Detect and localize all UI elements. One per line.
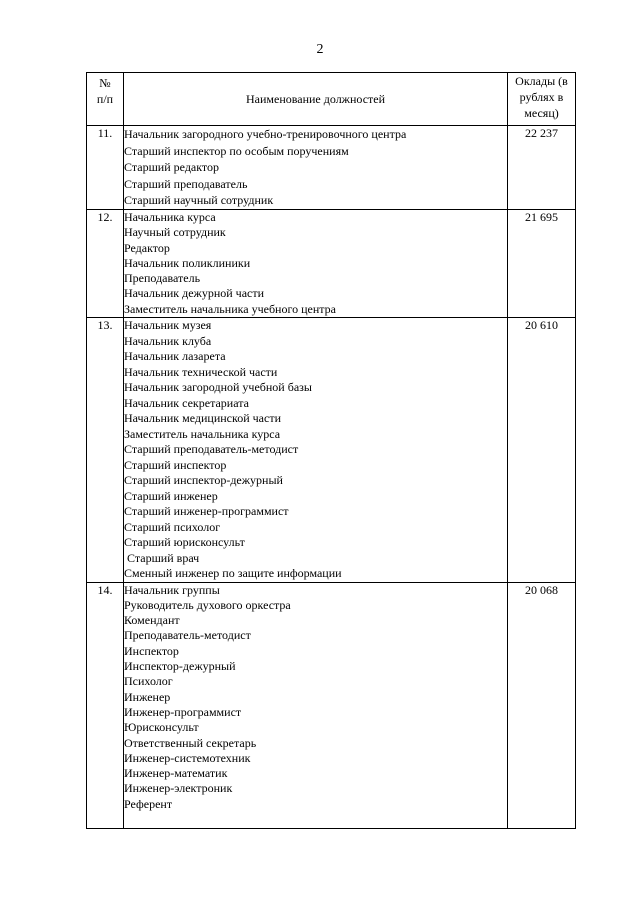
table-row	[87, 318, 576, 583]
header-row	[87, 73, 576, 126]
position-name: Старший юрисконсульт	[124, 535, 245, 550]
position-list	[124, 126, 508, 210]
position-list	[124, 318, 508, 583]
position-name: Инженер-математик	[124, 766, 228, 781]
position-name: Преподаватель-методист	[124, 628, 251, 643]
position-list	[124, 209, 508, 317]
row-number: 13.	[87, 318, 124, 583]
header-number: № п/п	[87, 73, 124, 126]
header-salary: Оклады (в рублях в месяц)	[508, 73, 576, 126]
position-name: Заместитель начальника учебного центра	[124, 301, 336, 316]
table-row	[87, 582, 576, 828]
position-name: Старший редактор	[124, 160, 220, 175]
position-name: Старший психолог	[124, 519, 221, 534]
position-name: Ответственный секретарь	[124, 735, 257, 750]
position-name: Старший инженер	[124, 488, 218, 503]
row-number: 12.	[87, 209, 124, 317]
position-name: Старший инспектор по особым поручениям	[124, 143, 349, 158]
position-name: Начальник лазарета	[124, 349, 226, 364]
position-name: Начальник загородной учебной базы	[124, 380, 312, 395]
position-name: Инспектор	[124, 643, 179, 658]
position-name: Старший преподаватель	[124, 176, 248, 191]
position-name: Преподаватель	[124, 271, 201, 286]
position-name: Начальник технической части	[124, 364, 278, 379]
position-name: Психолог	[124, 674, 173, 689]
position-name: Научный сотрудник	[124, 225, 226, 240]
header-position-name: Наименование должностей	[124, 73, 508, 126]
salary-value: 21 695	[508, 209, 576, 317]
position-name: Инженер	[124, 689, 171, 704]
position-name: Инженер-системотехник	[124, 750, 251, 765]
table-body	[87, 126, 576, 829]
position-name: Юрисконсульт	[124, 720, 199, 735]
position-name: Инженер-программист	[124, 704, 242, 719]
salary-value: 22 237	[508, 126, 576, 210]
position-name: Начальник группы	[124, 582, 220, 597]
salary-value: 20 068	[508, 582, 576, 828]
position-name: Сменный инженер по защите информации	[124, 566, 342, 581]
position-name: Начальник клуба	[124, 333, 212, 348]
position-name: Инспектор-дежурный	[124, 659, 236, 674]
page-number: 2	[316, 42, 324, 57]
position-name: Руководитель духового оркестра	[124, 597, 291, 612]
position-name: Старший инспектор	[124, 457, 227, 472]
position-name: Старший инженер-программист	[124, 504, 289, 519]
position-name: Начальник загородного учебно-тренировочного центра	[124, 127, 407, 141]
position-list	[124, 582, 508, 828]
position-name: Комендант	[124, 613, 180, 628]
position-name: Начальника курса	[124, 209, 216, 224]
position-name: Редактор	[124, 240, 170, 255]
position-name: Референт	[124, 796, 173, 811]
position-name: Начальник медицинской части	[124, 411, 281, 426]
row-number: 14.	[87, 582, 124, 828]
position-name: Старший инспектор-дежурный	[124, 473, 283, 488]
table-row	[87, 209, 576, 317]
position-name: Начальник секретариата	[124, 395, 249, 410]
table-row	[87, 126, 576, 210]
position-name: Старший врач	[124, 550, 200, 565]
position-name: Старший научный сотрудник	[124, 193, 274, 208]
salary-value: 20 610	[508, 318, 576, 583]
positions-table	[86, 72, 576, 829]
position-name: Начальник поликлиники	[124, 255, 251, 270]
position-name: Начальник дежурной части	[124, 286, 265, 301]
position-name: Старший преподаватель-методист	[124, 442, 299, 457]
position-name: Инженер-электроник	[124, 781, 233, 796]
row-number: 11.	[87, 126, 124, 210]
position-name: Заместитель начальника курса	[124, 426, 281, 441]
position-name: Начальник музея	[124, 318, 212, 333]
